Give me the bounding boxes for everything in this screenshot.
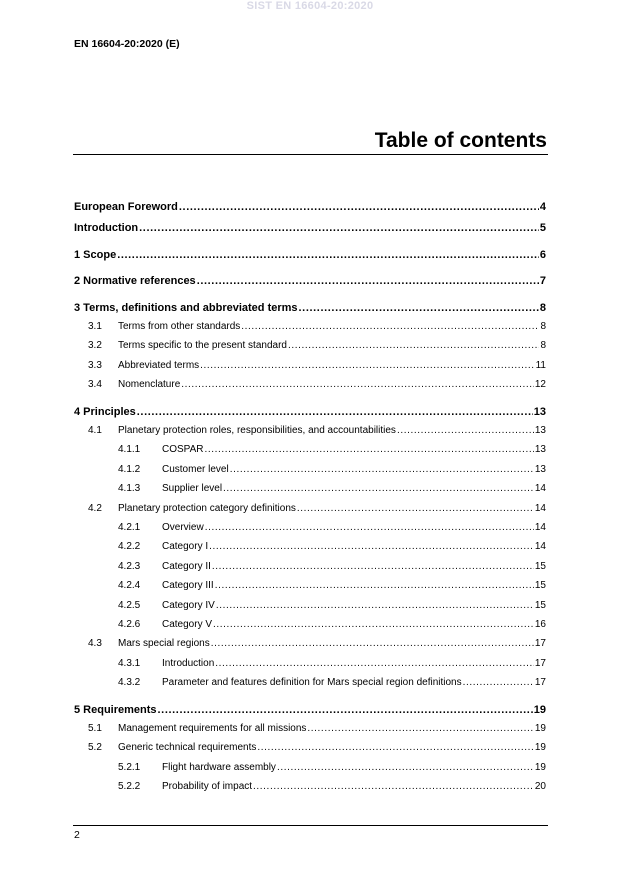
toc-dot-leader <box>211 638 534 649</box>
page-number: 2 <box>74 829 80 841</box>
toc-entry-number: 4.3.1 <box>118 657 141 669</box>
toc-entry[interactable] <box>74 199 546 215</box>
toc-entry-page: 15 <box>534 560 546 572</box>
document-id: EN 16604-20:2020 (E) <box>74 38 180 50</box>
toc-entry[interactable] <box>74 619 546 638</box>
toc-dot-leader <box>200 360 534 371</box>
toc-entry-page: 12 <box>534 379 546 391</box>
toc-dot-leader <box>197 275 539 287</box>
toc-dot-leader <box>205 444 534 455</box>
toc-entry-label: Category III <box>162 580 214 592</box>
toc-entry-page: 8 <box>540 321 546 332</box>
toc-entry-number: 3.4 <box>88 379 102 391</box>
toc-dot-leader <box>463 677 534 688</box>
toc-dot-leader <box>253 781 534 792</box>
toc-dot-leader <box>299 302 539 314</box>
toc-entry[interactable] <box>74 295 546 322</box>
toc-entry-number: 3.3 <box>88 359 102 371</box>
toc-entry-label: Nomenclature <box>118 379 181 391</box>
toc-dot-leader <box>209 541 534 552</box>
toc-entry-page: 16 <box>534 618 546 630</box>
toc-dot-leader <box>397 425 534 436</box>
toc-entry-page: 17 <box>534 657 546 669</box>
toc-entry-label: Terms specific to the present standard <box>118 340 287 352</box>
toc-entry-page: 7 <box>539 275 546 288</box>
toc-dot-leader <box>307 723 533 734</box>
toc-dot-leader <box>230 464 534 475</box>
toc-entry[interactable] <box>74 600 546 619</box>
toc-entry-label: 1 Scope <box>74 248 117 261</box>
toc-dot-leader <box>137 406 533 418</box>
toc-entry-label: Category IV <box>162 599 215 611</box>
toc-entry-page: 4 <box>539 201 546 213</box>
toc-entry-number: 4.2 <box>88 502 102 514</box>
toc-entry-label: Introduction <box>162 657 215 669</box>
toc-entry-number: 4.1.3 <box>118 483 141 495</box>
toc-entry-page: 14 <box>534 483 546 495</box>
toc-entry-number: 4.3 <box>88 638 102 650</box>
toc-entry-label: Generic technical requirements <box>118 742 257 754</box>
toc-entry-page: 14 <box>534 522 546 534</box>
toc-entry[interactable] <box>74 483 546 502</box>
toc-entry-label: COSPAR <box>162 444 204 456</box>
title-divider <box>73 154 548 155</box>
toc-entry-number: 4.1.1 <box>118 444 141 456</box>
toc-entry-label: Probability of impact <box>162 781 253 793</box>
toc-dot-leader <box>212 561 534 572</box>
toc-entry-number: 4.2.5 <box>118 599 141 611</box>
toc-entry-label: Management requirements for all missions <box>118 723 307 735</box>
toc-entry-label: Abbreviated terms <box>118 359 200 371</box>
toc-dot-leader <box>223 483 534 494</box>
toc-dot-leader <box>181 379 534 390</box>
toc-entry-page: 15 <box>534 580 546 592</box>
toc-dot-leader <box>158 704 533 716</box>
toc-entry-label: 5 Requirements <box>74 703 157 716</box>
toc-dot-leader <box>179 201 539 213</box>
toc-entry[interactable] <box>74 321 546 340</box>
toc-entry[interactable] <box>74 742 546 761</box>
toc-entry-page: 6 <box>539 248 546 261</box>
toc-entry[interactable] <box>74 541 546 560</box>
toc-dot-leader <box>257 742 533 753</box>
toc-entry-label: Planetary protection category definitions <box>118 502 296 514</box>
toc-dot-leader <box>205 522 534 533</box>
toc-entry-number: 4.3.2 <box>118 677 141 689</box>
toc-entry-label: Terms from other standards <box>118 321 241 332</box>
toc-entry[interactable] <box>74 697 546 724</box>
toc-entry-label: Planetary protection roles, responsibilities, and accountabilities <box>118 425 396 437</box>
toc-entry-page: 17 <box>534 638 546 650</box>
toc-entry-number: 4.2.2 <box>118 541 141 553</box>
toc-entry-number: 5.2.1 <box>118 761 141 773</box>
toc-entry[interactable] <box>74 677 546 696</box>
toc-dot-leader <box>241 321 539 332</box>
toc-entry[interactable] <box>74 522 546 541</box>
toc-dot-leader <box>297 503 534 514</box>
toc-entry-number: 5.2 <box>88 742 102 754</box>
toc-entry-label: Category II <box>162 560 211 572</box>
toc-entry-number: 5.2.2 <box>118 781 141 793</box>
toc-entry-label: Category V <box>162 618 213 630</box>
toc-dot-leader <box>288 340 539 351</box>
toc-dot-leader <box>215 580 534 591</box>
toc-entry[interactable] <box>74 638 546 657</box>
toc-dot-leader <box>215 658 534 669</box>
toc-entry[interactable] <box>74 658 546 677</box>
toc-entry-label: Flight hardware assembly <box>162 761 276 773</box>
toc-entry[interactable] <box>74 781 546 800</box>
toc-entry-label: Introduction <box>74 222 139 235</box>
toc-entry-number: 4.2.1 <box>118 522 141 534</box>
toc-dot-leader <box>213 619 534 630</box>
toc-entry-number: 4.1 <box>88 425 102 437</box>
toc-dot-leader <box>277 762 534 773</box>
toc-entry-page: 17 <box>534 677 546 689</box>
toc-entry[interactable] <box>74 503 546 522</box>
toc-entry-page: 13 <box>533 405 546 418</box>
toc-dot-leader <box>139 222 539 234</box>
toc-entry-number: 3.1 <box>88 321 102 332</box>
toc-entry-page: 13 <box>534 425 546 437</box>
toc-entry-page: 8 <box>539 301 546 314</box>
toc-entry-number: 4.2.6 <box>118 618 141 630</box>
toc-entry[interactable] <box>74 444 546 463</box>
toc-entry-label: 4 Principles <box>74 405 136 418</box>
toc-entry-label: Supplier level <box>162 483 223 495</box>
watermark: SIST EN 16604-20:2020 <box>246 0 374 12</box>
toc-entry[interactable] <box>74 268 546 295</box>
toc-entry-page: 11 <box>535 359 546 371</box>
toc-entry[interactable] <box>74 340 546 359</box>
toc-entry-label: 2 Normative references <box>74 275 196 288</box>
toc-entry-label: European Foreword <box>74 201 178 213</box>
toc-entry-number: 4.1.2 <box>118 463 141 475</box>
toc-entry[interactable] <box>74 762 546 781</box>
toc-entry-page: 13 <box>534 463 546 475</box>
toc-entry[interactable] <box>74 242 546 269</box>
toc-entry[interactable] <box>74 464 546 483</box>
toc-entry-page: 15 <box>534 599 546 611</box>
toc-entry[interactable] <box>74 360 546 379</box>
toc-entry-page: 8 <box>540 340 546 352</box>
toc-dot-leader <box>117 249 539 261</box>
toc-entry-label: Parameter and features definition for Mars special region definitions <box>162 677 462 689</box>
toc-entry-label: 3 Terms, definitions and abbreviated terms <box>74 301 298 314</box>
table-of-contents <box>74 199 546 801</box>
toc-entry-number: 4.2.4 <box>118 580 141 592</box>
page-title: Table of contents <box>374 129 547 152</box>
toc-entry-page: 20 <box>534 781 546 793</box>
toc-entry-page: 19 <box>533 703 546 716</box>
toc-entry-label: Overview <box>162 522 204 534</box>
toc-entry-page: 14 <box>534 502 546 514</box>
toc-entry[interactable] <box>74 399 546 426</box>
toc-entry-number: 5.1 <box>88 723 102 735</box>
toc-entry[interactable] <box>74 561 546 580</box>
toc-entry[interactable] <box>74 425 546 444</box>
toc-entry-number: 4.2.3 <box>118 560 141 572</box>
toc-entry[interactable] <box>74 215 546 242</box>
toc-entry-page: 19 <box>534 723 546 735</box>
toc-entry[interactable] <box>74 723 546 742</box>
toc-entry-page: 19 <box>534 742 546 754</box>
toc-entry[interactable] <box>74 580 546 599</box>
toc-entry[interactable] <box>74 379 546 398</box>
toc-entry-label: Customer level <box>162 463 229 475</box>
toc-entry-page: 19 <box>534 761 546 773</box>
toc-entry-page: 13 <box>534 444 546 456</box>
toc-entry-page: 14 <box>534 541 546 553</box>
toc-entry-number: 3.2 <box>88 340 102 352</box>
toc-entry-label: Category I <box>162 541 209 553</box>
footer-divider <box>73 825 548 826</box>
toc-entry-page: 5 <box>539 222 546 235</box>
toc-dot-leader <box>216 600 534 611</box>
toc-entry-label: Mars special regions <box>118 638 210 650</box>
